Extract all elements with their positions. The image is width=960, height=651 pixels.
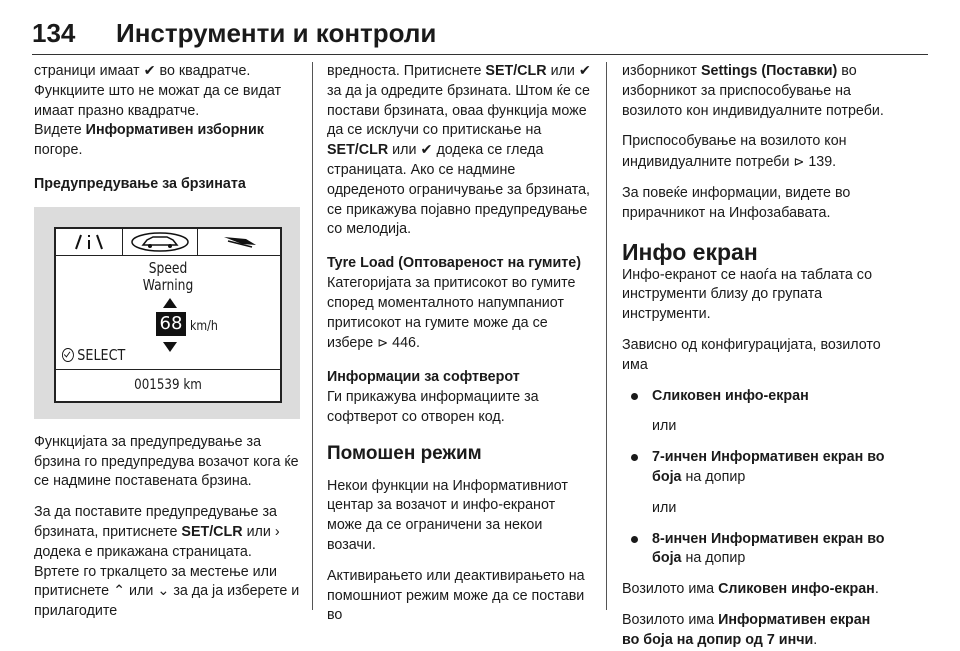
text: изборникот bbox=[622, 63, 697, 79]
display-title-line2: Warning bbox=[142, 275, 194, 294]
page-reference-icon: ⊳ bbox=[793, 154, 805, 170]
text: Категоријата за притисокот во гумите според моменталното напумпаниот притисокот на гумите може да се избере bbox=[327, 274, 576, 352]
text: За да поставите предупредување за брзината, притиснете bbox=[34, 504, 277, 540]
chevron-down-icon: ⌄ bbox=[157, 583, 170, 600]
paragraph bbox=[34, 121, 300, 161]
checkmark-icon: ✔ bbox=[578, 63, 591, 79]
paragraph bbox=[34, 503, 300, 622]
page-reference: 446. bbox=[392, 335, 420, 352]
button-reference: SET/CLR bbox=[327, 142, 389, 159]
display-tabs bbox=[56, 229, 280, 256]
list-separator: или bbox=[652, 499, 677, 516]
checkmark-icon: ✔ bbox=[143, 63, 156, 79]
text: на допир bbox=[685, 468, 746, 485]
chapter-title: Инструменти и контроли bbox=[116, 18, 437, 48]
arrow-up-icon bbox=[163, 298, 177, 308]
column-right bbox=[622, 62, 890, 648]
speed-warning-display-figure bbox=[34, 207, 300, 419]
text: во изборникот за приспособување на возилото кон индивидуалните потреби. bbox=[622, 63, 884, 119]
column-divider bbox=[606, 62, 607, 610]
text: Возилото има bbox=[622, 611, 715, 628]
section-heading-speed-warning: Предупредување за брзината bbox=[34, 175, 246, 192]
text: Видете bbox=[34, 122, 82, 139]
text: во квадратче. bbox=[159, 63, 251, 79]
text: вредноста. Притиснете bbox=[327, 63, 482, 79]
text: или bbox=[246, 523, 271, 540]
button-reference: SET/CLR bbox=[485, 63, 547, 79]
chevron-up-icon: ⌃ bbox=[113, 583, 126, 600]
section-heading-software: Информации за софтверот bbox=[327, 369, 520, 386]
text: Сликовен инфо-екран bbox=[652, 387, 809, 404]
text: страници имаат bbox=[34, 63, 140, 79]
text: 8-инчен Информативен екран во боја bbox=[652, 530, 885, 567]
text: или bbox=[392, 142, 417, 159]
odometer-reading: 001539 km bbox=[134, 376, 202, 393]
section-heading-info-display: Инфо екран bbox=[622, 238, 758, 265]
text: 7-инчен Информативен екран во боја bbox=[652, 449, 885, 485]
text: Сликовен инфо-екран bbox=[718, 581, 875, 598]
paragraph: Функцијата за предупредување за брзина го предупредува возачот кога ќе се надмине поставената брзина. bbox=[34, 433, 299, 490]
list-separator: или bbox=[652, 418, 677, 435]
select-label: SELECT bbox=[77, 345, 126, 364]
text: Возилото има bbox=[622, 581, 715, 598]
instrument-display bbox=[54, 227, 282, 403]
text: . bbox=[874, 581, 879, 598]
text: . bbox=[813, 631, 818, 648]
text: на допир bbox=[685, 550, 746, 567]
paragraph bbox=[327, 274, 593, 354]
paragraph bbox=[622, 580, 890, 600]
list-item bbox=[622, 387, 890, 407]
text: за да ја одредите брзината. Штом ќе се постави брзината, оваа функција може да се исклучи со притискање на bbox=[327, 82, 590, 139]
paragraph bbox=[34, 62, 300, 82]
chevron-right-icon: › bbox=[274, 523, 280, 540]
paragraph: Некои функции на Информативниот центар за возачот и инфо-екранот може да се ограничени за некои возачи. bbox=[327, 477, 568, 553]
menu-reference: Settings (Поставки) bbox=[700, 63, 838, 79]
page-number: 134 bbox=[32, 18, 76, 48]
section-heading-tyre-load: Tyre Load (Оптовареност на гумите) bbox=[327, 255, 581, 272]
column-divider bbox=[312, 62, 313, 610]
page-reference: 139. bbox=[808, 154, 837, 171]
text: погоре. bbox=[34, 142, 83, 159]
paragraph bbox=[622, 62, 890, 121]
speed-unit: km/h bbox=[190, 318, 218, 334]
button-reference: SET/CLR bbox=[181, 523, 243, 540]
list-item bbox=[622, 530, 890, 570]
text: Приспособување на возилото кон индивидуалните потреби bbox=[622, 133, 847, 171]
select-row bbox=[62, 346, 125, 364]
settings-tab-icon bbox=[198, 229, 280, 255]
paragraph: Ги прикажува информациите за софтверот со отворен код. bbox=[327, 388, 539, 425]
paragraph: За повеќе информации, видете во прирачникот на Инфозабавата. bbox=[622, 184, 851, 221]
paragraph: Активирањето или деактивирањето на помошниот режим може да се постави во bbox=[327, 567, 585, 624]
text: или bbox=[550, 63, 575, 79]
paragraph: Инфо-екранот се наоѓа на таблата со инструменти близу до групата инструменти. bbox=[622, 266, 873, 323]
paragraph: Зависно од конфигурацијата, возилото има bbox=[622, 336, 881, 373]
text: Информативен екран во боја на допир од 7 инчи bbox=[622, 611, 871, 648]
speed-value: 68 bbox=[156, 312, 186, 336]
page-reference-icon: ⊳ bbox=[377, 335, 389, 351]
text: додека е прикажана страницата. Вртете го тркалцето за местење или притиснете bbox=[34, 543, 277, 600]
text: или bbox=[129, 583, 154, 600]
paragraph bbox=[622, 132, 890, 173]
checkmark-icon: ✔ bbox=[420, 142, 433, 159]
column-middle bbox=[327, 62, 593, 622]
text: додека се гледа страницата. Ако се надмине одреденото ограничување за брзината, се прикажува појавно предупредување со мелодија. bbox=[327, 142, 591, 238]
section-heading-help-mode: Помошен режим bbox=[327, 442, 482, 464]
list-item bbox=[622, 448, 890, 488]
ok-circle-icon bbox=[62, 348, 74, 362]
display-separator bbox=[56, 369, 280, 370]
text: за да ја изберете и прилагодите bbox=[34, 583, 300, 620]
arrow-down-icon bbox=[163, 342, 177, 352]
display-title-line1: Speed bbox=[148, 258, 188, 277]
column-left bbox=[34, 62, 300, 622]
car-tab-icon bbox=[122, 229, 198, 255]
road-warning-tab-icon bbox=[56, 229, 122, 255]
page-header bbox=[32, 10, 928, 55]
paragraph: Функциите што не можат да се видат имаат празно квадратче. bbox=[34, 82, 282, 119]
paragraph bbox=[327, 62, 593, 240]
paragraph bbox=[622, 611, 890, 651]
menu-reference: Информативен изборник bbox=[85, 122, 264, 139]
